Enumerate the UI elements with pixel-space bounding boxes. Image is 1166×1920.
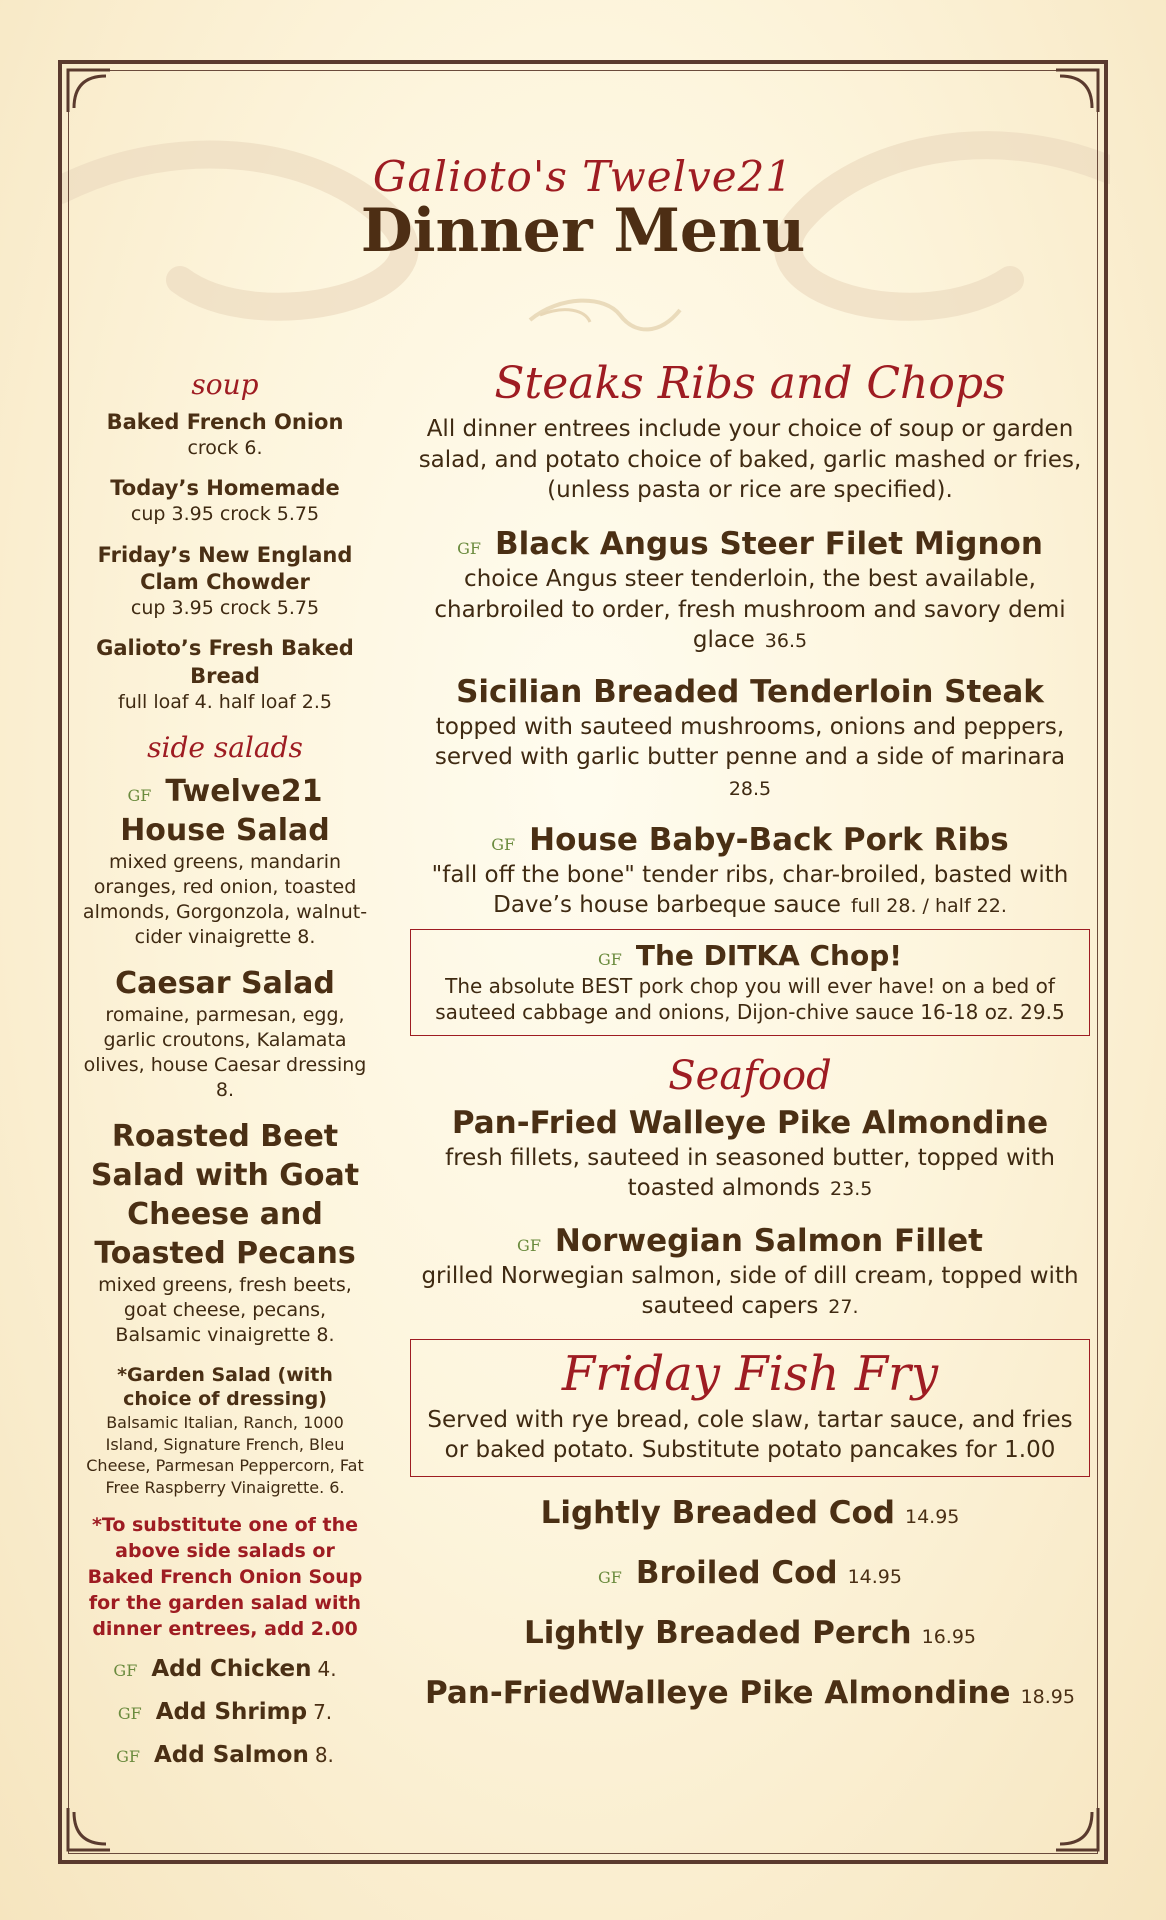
soup-heading: soup [191, 368, 259, 401]
item-name: Galioto’s Fresh Baked Bread [96, 636, 354, 688]
menu-item [410, 1222, 1090, 1321]
seafood-heading: Seafood [668, 1053, 832, 1100]
corner-ornament-icon [1054, 1806, 1100, 1852]
addon-item: GF Add Shrimp 7. [117, 1699, 333, 1726]
menu-item [80, 964, 370, 1103]
item-desc: "fall off the bone" tender ribs, char-broiled, basted with Dave’s house barbeque sauce full 28. / half 22. [431, 861, 1069, 919]
menu-item [80, 635, 370, 715]
item-name: Pan-Fried Walleye Pike Almondine [451, 1105, 1049, 1142]
menu-item [410, 821, 1090, 920]
steaks-intro: All dinner entrees include your choice of soup or garden salad, and potato choice of baked, garlic mashed or fries, (unless pasta or rice are specified). [418, 416, 1082, 504]
fish-fry-heading: Friday Fish Fry [561, 1346, 939, 1403]
corner-ornament-icon [66, 1806, 112, 1852]
side-salads-heading: side salads [147, 730, 303, 764]
corner-ornament-icon [1054, 68, 1100, 114]
item-name: GF Twelve21 House Salad [120, 773, 330, 848]
item-desc: fresh fillets, sauteed in seasoned butter, topped with toasted almonds 23.5 [445, 1145, 1055, 1202]
item-desc: full loaf 4. half loaf 2.5 [118, 690, 332, 713]
menu-item [80, 409, 370, 461]
item-name: Sicilian Breaded Tenderloin Steak [456, 674, 1044, 711]
item-name: GF Norwegian Salmon Fillet [517, 1222, 983, 1259]
right-column [410, 360, 1090, 1735]
item-name: Roasted Beet Salad with Goat Cheese and Toasted Pecans [90, 1119, 360, 1272]
gluten-free-badge: GF [116, 1747, 140, 1767]
corner-ornament-icon [66, 68, 112, 114]
item-desc: The absolute BEST pork chop you will ever have! on a bed of sauteed cabbage and onions, Dijon-chive sauce 16-18 oz. 29.5 [435, 973, 1065, 1024]
menu-item [80, 1117, 370, 1348]
item-desc: romaine, parmesan, egg, garlic croutons, Kalamata olives, house Caesar dressing 8. [83, 1004, 367, 1102]
gluten-free-badge: GF [113, 1661, 138, 1681]
gluten-free-badge: GF [597, 949, 622, 969]
item-name: GF The DITKA Chop! [597, 938, 903, 972]
item-name: Caesar Salad [115, 966, 335, 1001]
item-name: GF House Baby-Back Pork Ribs [491, 822, 1009, 859]
item-name: GF Black Angus Steer Filet Mignon [457, 526, 1043, 563]
gluten-free-badge: GF [117, 1704, 142, 1724]
menu-item [410, 673, 1090, 803]
featured-item-box [410, 929, 1090, 1037]
gluten-free-badge: GF [517, 1235, 541, 1255]
steaks-heading: Steaks Ribs and Chops [494, 358, 1006, 409]
menu-item: Pan-FriedWalleye Pike Almondine 18.95 [425, 1674, 1075, 1711]
menu-item [410, 1104, 1090, 1203]
substitution-note: *To substitute one of the above side salads or Baked French Onion Soup for the garden salad with dinner entrees, add 2.00 [87, 1514, 363, 1641]
gluten-free-badge: GF [597, 1567, 622, 1587]
gluten-free-badge: GF [127, 785, 152, 805]
item-desc: grilled Norwegian salmon, side of dill cream, topped with sauteed capers 27. [421, 1262, 1079, 1319]
menu-item: GF Broiled Cod 14.95 [597, 1554, 902, 1591]
item-name: Baked French Onion [106, 409, 344, 434]
addon-item: GF Add Chicken 4. [113, 1656, 337, 1683]
item-name: Friday’s New England Clam Chowder [97, 542, 353, 594]
item-desc: cup 3.95 crock 5.75 [130, 597, 320, 620]
item-desc: mixed greens, fresh beets, goat cheese, pecans, Balsamic vinaigrette 8. [98, 1274, 352, 1347]
item-desc: crock 6. [187, 437, 263, 460]
menu-item: Lightly Breaded Perch 16.95 [523, 1614, 977, 1651]
item-desc: Balsamic Italian, Ranch, 1000 Island, Signature French, Bleu Cheese, Parmesan Peppercorn, Fat Free Raspberry Vinaigrette. 6. [86, 1412, 364, 1497]
menu-item [80, 542, 370, 622]
left-column [80, 370, 370, 1785]
item-desc: topped with sauteed mushrooms, onions and peppers, served with garlic butter penne and a side of marinara 28.5 [434, 714, 1066, 800]
item-desc: choice Angus steer tenderloin, the best available, charbroiled to order, fresh mushroom and savory demi glace 36.5 [434, 566, 1066, 653]
gluten-free-badge: GF [457, 539, 481, 559]
restaurant-name: Galioto's Twelve21 [372, 152, 794, 201]
menu-item [80, 772, 370, 950]
addon-item: GF Add Salmon 8. [116, 1742, 334, 1769]
menu-item [80, 1363, 370, 1499]
menu-item [80, 475, 370, 527]
item-desc: cup 3.95 crock 5.75 [130, 503, 320, 526]
item-name: *Garden Salad (with choice of dressing) [117, 1363, 333, 1411]
menu-item [410, 525, 1090, 655]
gluten-free-badge: GF [491, 835, 516, 855]
menu-item: Lightly Breaded Cod 14.95 [540, 1494, 960, 1531]
page-title: Dinner Menu [360, 196, 806, 266]
fish-fry-intro: Served with rye bread, cole slaw, tartar sauce, and fries or baked potato. Substitute potato pancakes for 1.00 [427, 1407, 1073, 1464]
fish-fry-box [410, 1339, 1090, 1477]
item-desc: mixed greens, mandarin oranges, red onion, toasted almonds, Gorgonzola, walnut-cider vinaigrette 8. [82, 850, 368, 948]
item-name: Today’s Homemade [110, 476, 340, 501]
